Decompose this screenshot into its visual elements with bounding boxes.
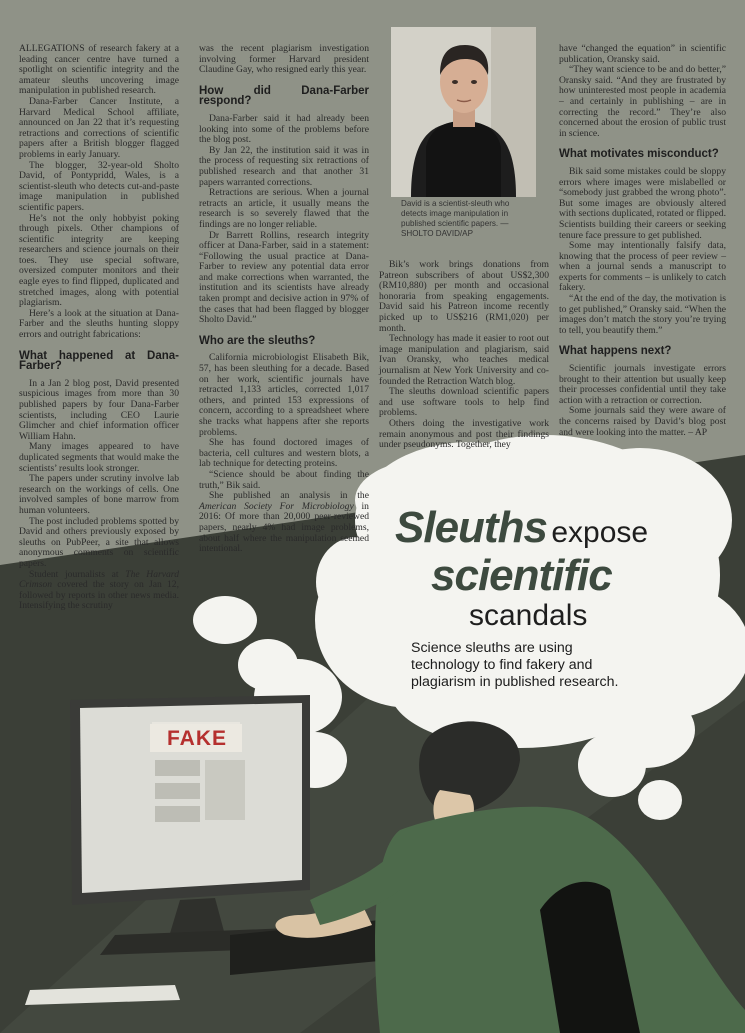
headline-line-2 <box>431 551 612 601</box>
article-column-4 <box>559 44 726 438</box>
body-paragraph: By Jan 22, the institution said it was in the process of requesting six retractions of published research and that another 31 papers warranted corrections. <box>199 144 369 188</box>
body-paragraph: Bik said some mistakes could be sloppy errors where images were mislabelled or “somebody just grabbed the wrong photo”. But some images are obviously altered with sections duplicated, rotated or flipped. Scientists building their careers or seeking tenure face pressure to get published. <box>559 165 726 241</box>
intro-blurb: Science sleuths are using technology to find fakery and plagiarism in published research. <box>411 640 619 690</box>
body-paragraph: “At the end of the day, the motivation is to get published,” Oransky said. “When the images don’t match the story you’re trying to tell, you beautify them.” <box>559 293 726 336</box>
body-paragraph: “Science should be about finding the truth,” Bik said. <box>199 468 369 491</box>
article-column-2 <box>199 44 369 555</box>
headline-word-sleuths: Sleuths <box>395 503 547 552</box>
body-paragraph: She has found doctored images of bacteria, cell cultures and western blots, a lab technique for detecting proteins. <box>199 437 369 470</box>
body-paragraph: California microbiologist Elisabeth Bik, 57, has been sleuthing for a decade. Based on her work, scientific journals have retracted 1,133 articles, corrected 1,017 others, and printed 153 expressions of concern, according to a spreadsheet where she tracks what happens after she reports problems. <box>199 352 369 438</box>
photo-caption: David is a scientist-sleuth who detects image manipulation in published scientific papers. — SHOLTO DAVID/AP <box>401 199 510 238</box>
article-column-3 <box>379 260 549 451</box>
body-paragraph: “They want science to be and do better,” Oransky said. “And they are frustrated by how uninterested most people in academia – and certainly in publishing – are in correcting the record.” They’re also concerned about the erosion of public trust in science. <box>559 64 726 139</box>
body-paragraph: have “changed the equation” in scientific publication, Oransky said. <box>559 43 726 65</box>
headline-word-scandals: scandals <box>469 599 588 632</box>
body-paragraph: Others doing the investigative work remain anonymous and post their findings under pseudonyms. Together, they <box>379 417 549 451</box>
publication-name: The Harvard Crimson <box>19 568 179 591</box>
body-paragraph: The papers under scrutiny involve lab research on the workings of cells. One involved samples of bone marrow from human volunteers. <box>19 473 179 516</box>
body-paragraph: Technology has made it easier to root out image manipulation and plagiarism, said Ivan Oransky, who teaches medical journalism at New York University and co-founded the Retraction Watch blog. <box>379 333 549 387</box>
subheading-response: How did Dana-Farber respond? <box>199 84 369 108</box>
publication-name: American Society For Microbiology <box>199 500 354 512</box>
headline-line-1 <box>395 503 648 553</box>
body-paragraph: Retractions are serious. When a journal retracts an article, it usually means the research is so severely flawed that the findings are no longer reliable. <box>199 187 369 230</box>
body-paragraph: In a Jan 2 blog post, David presented suspicious images from more than 30 published papers by four Dana-Farber scientists, including CEO Laurie Glimcher and chief information officer William Hahn. <box>19 377 179 442</box>
body-paragraph: Dr Barrett Rollins, research integrity officer at Dana-Farber, said in a statement: “Following the usual practice at Dana-Farber to review any potential data error and make corrections when warranted, the institution and its scientists have already taken prompt and decisive action in 97% of the cases that had been flagged by blogger Sholto David.” <box>199 229 369 326</box>
headline-word-expose: expose <box>551 516 649 549</box>
body-paragraph: Bik’s work brings donations from Patreon subscribers of about US$2,300 (RM10,880) per month and occasional honoraria from speaking engagements. David said his Patreon income recently picked up to US$216 (RM1,020) per month. <box>379 259 549 334</box>
headline-line-3 <box>469 599 587 633</box>
headline-word-scientific: scientific <box>431 551 612 600</box>
body-paragraph: Many images appeared to have duplicated segments that would make the scientists’ results look stronger. <box>19 441 179 474</box>
body-paragraph: Scientific journals investigate errors brought to their attention but usually keep their processes confidential until they take action with a retraction or correction. <box>559 363 726 406</box>
body-paragraph: was the recent plagiarism investigation involving former Harvard president Claudine Gay, who resigned early this year. <box>199 43 369 76</box>
body-paragraph: He’s not the only hobbyist poking through pixels. Other champions of scientific integrity are keeping researchers and science journals on their toes. They use special software, oversized computer monitors and their eagle eyes to find flipped, duplicated and stretched images, along with potential plagiarism. <box>19 212 179 309</box>
body-paragraph: Some journals said they were aware of the concerns raised by David’s blog post and were looking into the matter. – AP <box>559 405 726 438</box>
body-paragraph: Some may intentionally falsify data, knowing that the process of peer review – when a journal sends a manuscript to experts for comments – is unlikely to catch fakery. <box>559 240 726 294</box>
body-paragraph: The post included problems spotted by David and others previously exposed by sleuths on PubPeer, a site that allows anonymous comments on scientific papers. <box>19 515 179 569</box>
subheading-sleuths: Who are the sleuths? <box>199 334 316 347</box>
subheading-dana-farber: What happened at Dana-Farber? <box>19 349 179 373</box>
subheading-motivation: What motivates misconduct? <box>559 148 719 161</box>
sholto-david-photo <box>391 27 536 197</box>
fake-screen-label: FAKE <box>166 727 227 750</box>
body-paragraph: Dana-Farber said it had already been looking into some of the problems before the blog post. <box>199 112 369 146</box>
body-paragraph: Dana-Farber Cancer Institute, a Harvard Medical School affiliate, announced on Jan 22 that it’s requesting retractions and corrections of scientific papers after a British blogger flagged problems in early January. <box>19 95 179 160</box>
lede-paragraph: ALLEGATIONS of research fakery at a leading cancer centre have turned a spotlight on scientific integrity and the amateur sleuths uncovering image manipulation in published research. <box>19 43 179 97</box>
body-paragraph: The sleuths download scientific papers and use software tools to help find problems. <box>379 386 549 419</box>
subheading-next: What happens next? <box>559 345 672 358</box>
body-paragraph: Student journalists at The Harvard Crimson covered the story on Jan 12, followed by reports in other news media. Intensifying the scrutiny <box>19 568 179 612</box>
body-paragraph: The blogger, 32-year-old Sholto David, of Pontypridd, Wales, is a scientist-sleuth who detects cut-and-paste image manipulation in published scientific papers. <box>19 159 179 213</box>
article-column-1 <box>19 44 179 612</box>
body-paragraph: Here’s a look at the situation at Dana-Farber and the sleuths hunting sloppy errors and outright fabrications: <box>19 307 179 341</box>
body-paragraph: She published an analysis in the American Society For Microbiology in 2016: Of more than 20,000 peer-reviewed papers, nearly 4% had image problems, about half where the manipulation seemed intentional. <box>199 490 369 555</box>
